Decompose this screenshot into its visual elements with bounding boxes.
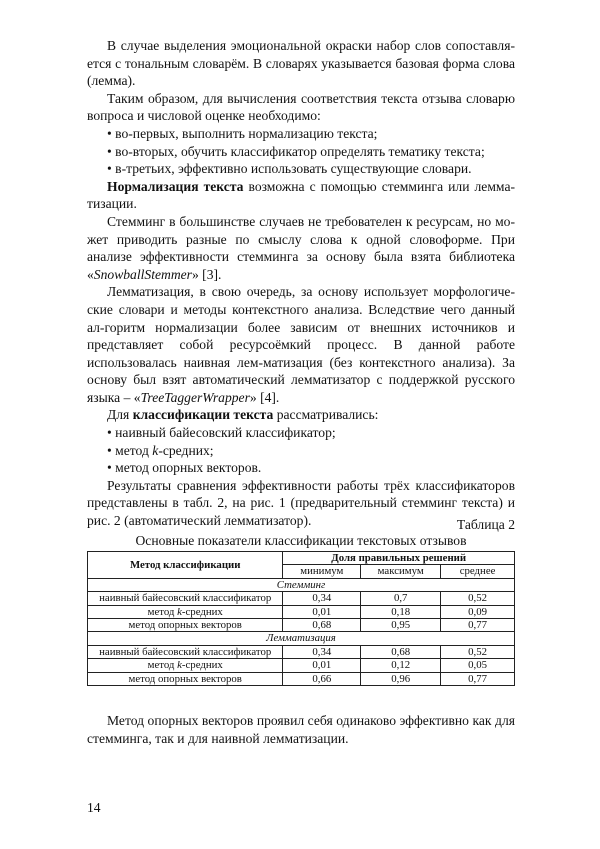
table-group-row bbox=[88, 632, 515, 645]
closing-text bbox=[87, 712, 515, 747]
group-label: Стемминг bbox=[88, 578, 515, 591]
results-table bbox=[87, 551, 515, 686]
cell-method: метод k-средних bbox=[88, 605, 283, 618]
bold-term: Нормализация текста bbox=[107, 178, 244, 194]
cell-avg: 0,09 bbox=[441, 605, 515, 618]
cell-max: 0,12 bbox=[361, 659, 441, 672]
bold-term: классификации текста bbox=[132, 407, 274, 423]
cell-avg: 0,77 bbox=[441, 619, 515, 632]
paragraph-7: Результаты сравнения эффективности работы трёх классификаторов представлены в табл. 2, на рис. 1 (предварительный стемминг текста) и рис. 2 (автоматический лемматизатор). bbox=[87, 477, 515, 529]
table-row bbox=[88, 645, 515, 658]
cell-min: 0,68 bbox=[283, 619, 361, 632]
table-header-row bbox=[88, 552, 515, 565]
table-row bbox=[88, 619, 515, 632]
italic-library-name: TreeTaggerWrapper bbox=[140, 389, 250, 405]
cell-min: 0,34 bbox=[283, 645, 361, 658]
cell-method: наивный байесовский классификатор bbox=[88, 645, 283, 658]
body-text bbox=[87, 37, 515, 530]
paragraph-4-end: » [3]. bbox=[191, 266, 222, 282]
table-row bbox=[88, 672, 515, 685]
cell-max: 0,68 bbox=[361, 645, 441, 658]
header-max: максимум bbox=[361, 565, 441, 578]
paragraph-1: В случае выделения эмоциональной окраски набор слов сопоставля-ется с тональным словарём. В словарях указывается базовая форма слова (лемма). bbox=[87, 38, 515, 89]
header-min: минимум bbox=[283, 565, 361, 578]
cell-min: 0,01 bbox=[283, 659, 361, 672]
paragraph-2: Таким образом, для вычисления соответствия текста отзыва словарю вопроса и числовой оценке необходимо: bbox=[87, 90, 515, 124]
paragraph-5 bbox=[87, 283, 515, 406]
paragraph-5-start: Лемматизация, в свою очередь, за основу использует морфологиче-ские словари и методы контекстного анализа. Вследствие чего данный ал-горитм нормализации более зависим от внешних источников и представляет собой ресурсоёмкий процесс. В данной работе использовалась наивная лем-матизация (без контекстного анализа). За основу был взят автоматический лемматизатор с поддержкой русского языка – « bbox=[87, 284, 515, 405]
table-group-row bbox=[88, 578, 515, 591]
bullet-item: • метод k-средних; bbox=[107, 442, 214, 458]
header-share: Доля правильных решений bbox=[283, 552, 515, 565]
cell-min: 0,66 bbox=[283, 672, 361, 685]
cell-max: 0,96 bbox=[361, 672, 441, 685]
paragraph-8: Метод опорных векторов проявил себя одинаково эффективно как для стемминга, так и для наивной лемматизации. bbox=[87, 713, 515, 746]
group-label: Лемматизация bbox=[88, 632, 515, 645]
bullet-item: • метод опорных векторов. bbox=[107, 460, 262, 476]
cell-method: наивный байесовский классификатор bbox=[88, 592, 283, 605]
paragraph-6-end: рассматривались: bbox=[273, 407, 379, 423]
bullet-item: • во-вторых, обучить классификатор определять тематику текста; bbox=[107, 143, 485, 159]
header-method: Метод классификации bbox=[88, 552, 283, 579]
cell-avg: 0,52 bbox=[441, 645, 515, 658]
cell-avg: 0,52 bbox=[441, 592, 515, 605]
cell-method: метод опорных векторов bbox=[88, 672, 283, 685]
bullet-item: • во-первых, выполнить нормализацию текста; bbox=[107, 125, 378, 141]
table-row bbox=[88, 659, 515, 672]
cell-method: метод опорных векторов bbox=[88, 619, 283, 632]
table-row bbox=[88, 605, 515, 618]
cell-avg: 0,05 bbox=[441, 659, 515, 672]
header-avg: среднее bbox=[441, 565, 515, 578]
paragraph-3 bbox=[87, 178, 515, 213]
italic-library-name: SnowballStemmer bbox=[93, 266, 192, 282]
cell-max: 0,7 bbox=[361, 592, 441, 605]
table-title: Основные показатели классификации текстовых отзывов bbox=[135, 533, 467, 548]
cell-max: 0,18 bbox=[361, 605, 441, 618]
cell-max: 0,95 bbox=[361, 619, 441, 632]
table-number: Таблица 2 bbox=[456, 517, 515, 532]
paragraph-6-start: Для bbox=[107, 407, 133, 423]
cell-method: метод k-средних bbox=[88, 659, 283, 672]
cell-avg: 0,77 bbox=[441, 672, 515, 685]
paragraph-4-start: Стемминг в большинстве случаев не требователен к ресурсам, но мо-жет приводить разные по смыслу слова к одной словоформе. При анализе эффективности стемминга за основу была взята библиотека « bbox=[87, 213, 515, 282]
page-number: 14 bbox=[87, 800, 101, 815]
table-row bbox=[88, 592, 515, 605]
paragraph-3-rest: возможна с помощью стемминга или лемма-тизации. bbox=[87, 178, 515, 212]
paragraph-6 bbox=[87, 406, 515, 424]
cell-min: 0,01 bbox=[283, 605, 361, 618]
bullet-item: • наивный байесовский классификатор; bbox=[107, 425, 336, 441]
cell-min: 0,34 bbox=[283, 592, 361, 605]
paragraph-5-end: » [4]. bbox=[249, 389, 280, 405]
bullet-item: • в-третьих, эффективно использовать существующие словари. bbox=[107, 161, 472, 177]
paragraph-4 bbox=[87, 213, 515, 283]
